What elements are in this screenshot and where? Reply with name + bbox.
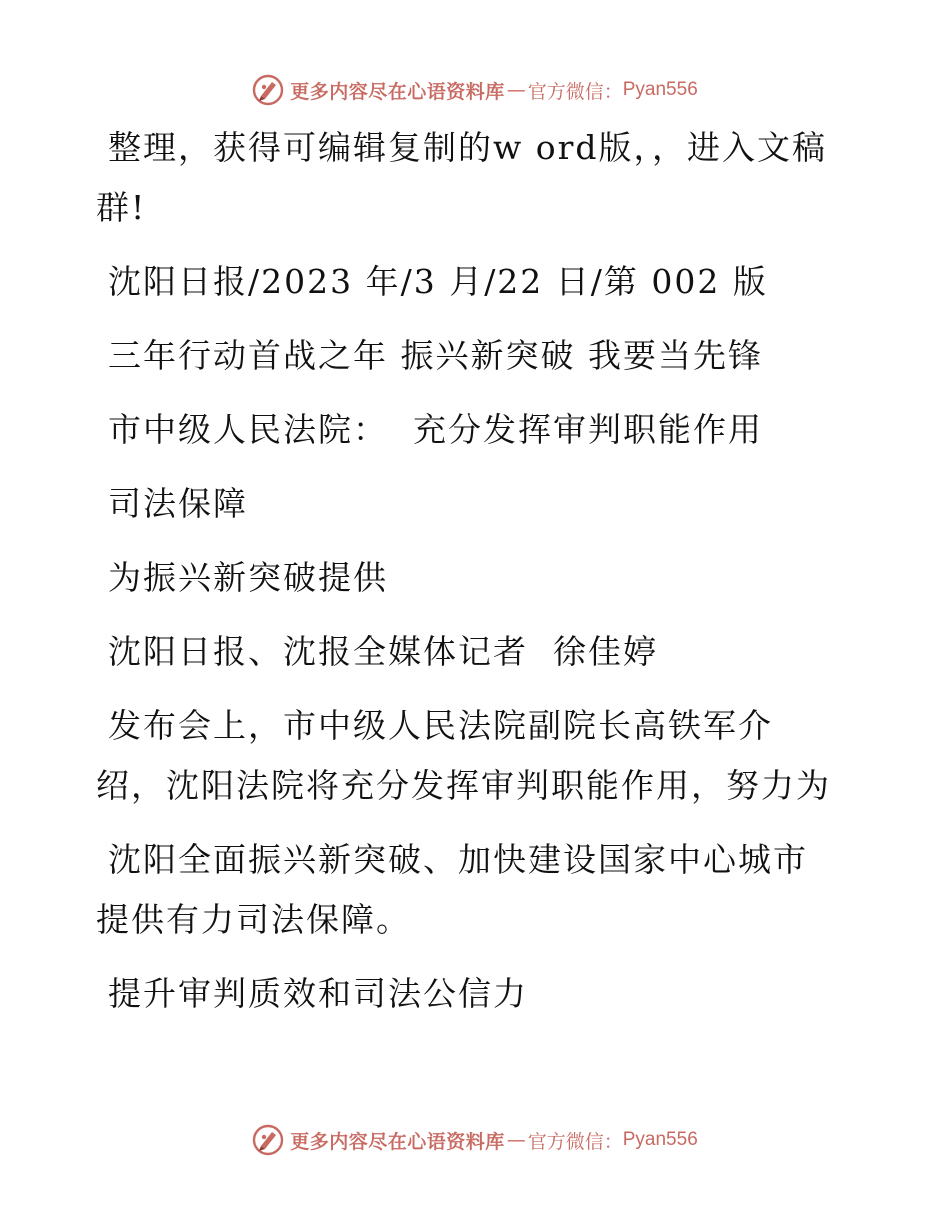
library-logo-icon (252, 1124, 284, 1156)
paragraph-source: 沈阳日报/2023 年/3 月/22 日/第 002 版 (108, 262, 768, 301)
footer-watermark (0, 1120, 950, 1160)
paragraph-body-1: 发布会上，市中级人民法院副院长高铁军介绍，沈阳法院将充分发挥审判职能作用，努力为 (96, 706, 831, 805)
paragraph-headline-kicker: 三年行动首战之年 振兴新突破 我要当先锋 (108, 336, 763, 375)
paragraph-byline: 沈阳日报、沈报全媒体记者 徐佳婷 (108, 632, 658, 671)
watermark-wechat-label: 官方微信： (527, 80, 623, 103)
header-watermark (0, 70, 950, 110)
paragraph-headline-line2: 司法保障 (108, 484, 248, 523)
paragraph-headline-main: 市中级人民法院： 充分发挥审判职能作用 (108, 410, 763, 449)
watermark-wechat-id: Pyan556 (622, 1129, 698, 1150)
watermark-separator: — (506, 1129, 526, 1151)
watermark-site-text: 更多内容尽在心语资料库 (290, 80, 505, 103)
watermark-wechat-label: 官方微信： (527, 1130, 623, 1153)
watermark-wechat-id: Pyan556 (622, 79, 698, 100)
paragraph-intro: 整理，获得可编辑复制的w ord版，，进入文稿群! (96, 128, 828, 227)
watermark-site-text: 更多内容尽在心语资料库 (290, 1130, 505, 1153)
paragraph-body-2: 沈阳全面振兴新突破、加快建设国家中心城市提供有力司法保障。 (96, 840, 808, 939)
paragraph-subheading: 提升审判质效和司法公信力 (108, 974, 528, 1013)
paragraph-headline-line3: 为振兴新突破提供 (108, 558, 388, 597)
document-body (96, 118, 836, 1038)
watermark-separator: — (506, 79, 526, 101)
library-logo-icon (252, 74, 284, 106)
